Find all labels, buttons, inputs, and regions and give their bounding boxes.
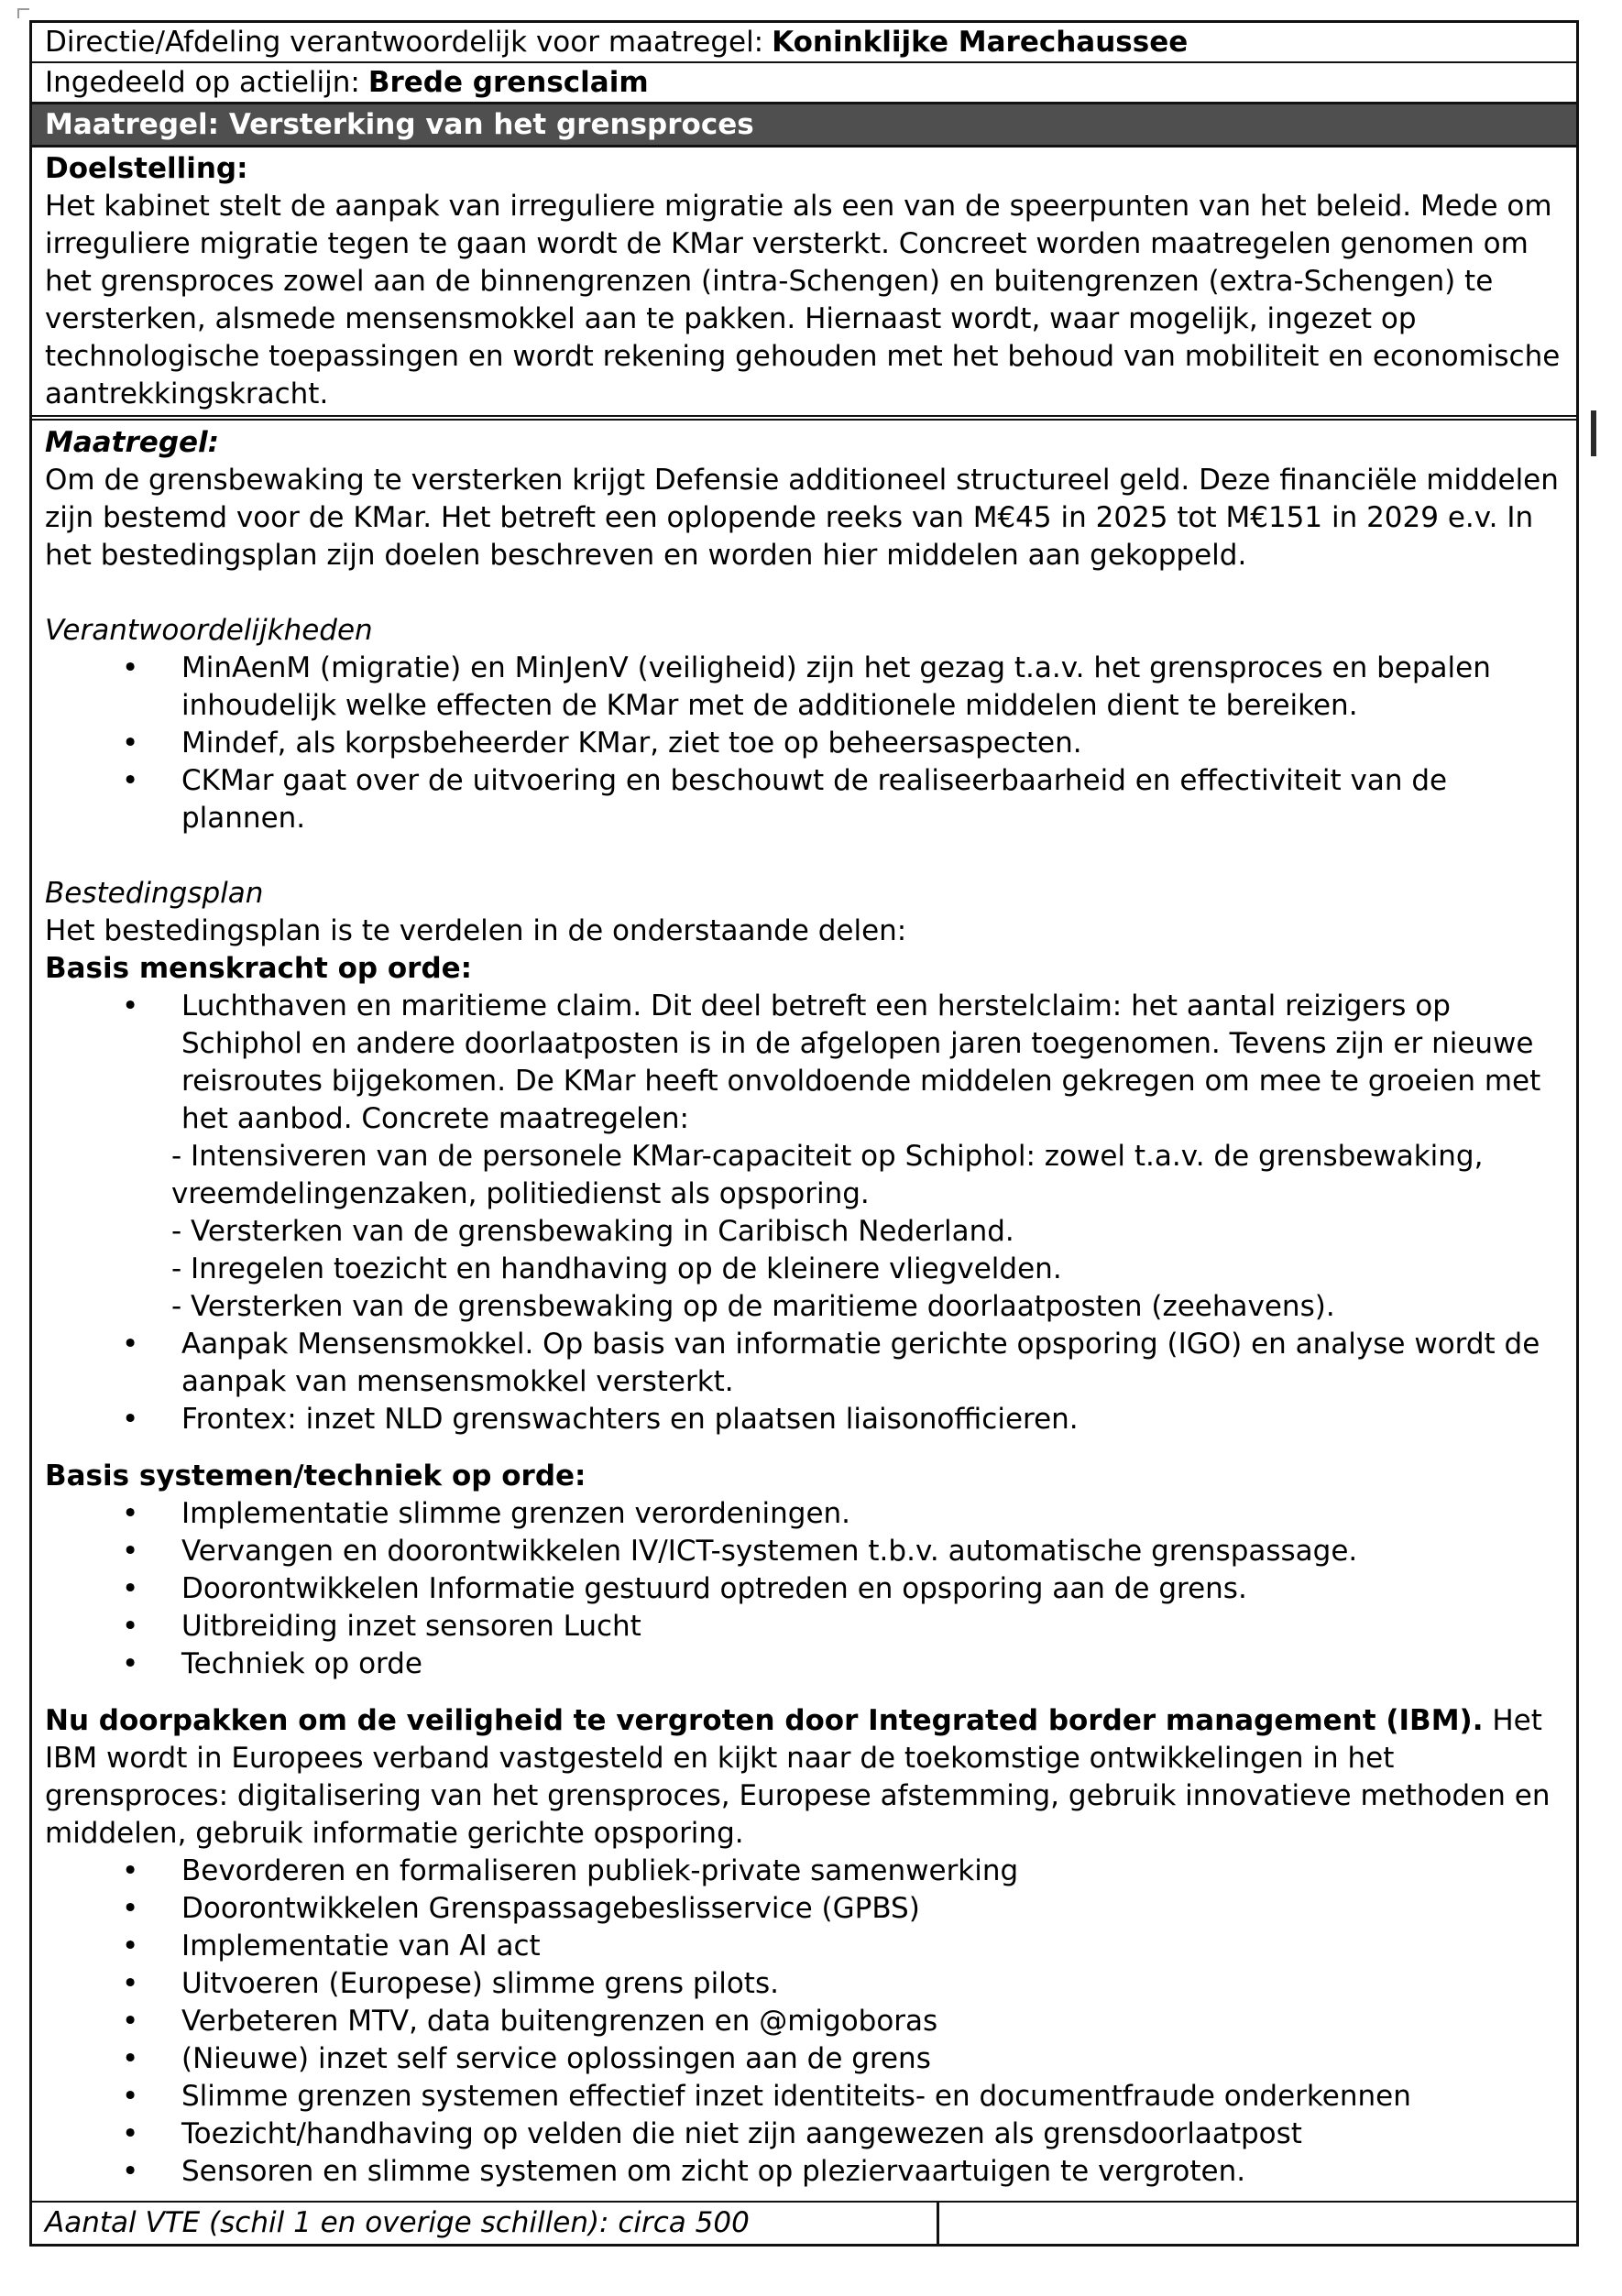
list-item-text: • Aanpak Mensensmokkel. Op basis van informatie gerichte opsporing (IGO) en analyse wordt de aanpak van mensensmokkel versterkt. [181,1328,1540,1398]
list-item-text: • Mindef, als korpsbeheerder KMar, ziet toe op beheersaspecten. [181,727,1082,760]
list-item-text: • Verbeteren MTV, data buitengrenzen en @migoboras [181,2005,938,2038]
maatregel-banner [32,102,1576,148]
systemen-heading: Basis systemen/techniek op orde: [45,1460,586,1492]
maatregel-cell [32,419,1576,2198]
sub-dash-line: - Intensiveren van de personele KMar-capaciteit op Schiphol: zowel t.a.v. de grensbewaking, vreemdelingenzaken, politiedienst als opsporing. [171,1140,1484,1210]
list-item-text: • Vervangen en doorontwikkelen IV/ICT-systemen t.b.v. automatische grenspassage. [181,1535,1358,1568]
systemen-bullet-list [45,1495,1563,1683]
list-item [45,1401,1563,1438]
list-item [45,1928,1563,1965]
list-item [45,650,1563,725]
list-item [45,2003,1563,2040]
list-item-text: • Sensoren en slimme systemen om zicht op pleziervaartuigen te vergroten. [181,2155,1246,2188]
menskracht-heading: Basis menskracht op orde: [45,952,473,985]
footer-vte-cell [32,2203,939,2244]
bestedingsplan-heading: Bestedingsplan [45,877,264,910]
list-item-text: • Uitvoeren (Europese) slimme grens pilots. [181,1967,779,2000]
right-edge-tick-artifact [1591,410,1596,456]
list-item-text: • Techniek op orde [181,1647,422,1680]
list-item [45,2078,1563,2116]
maatregel-intro: Om de grensbewaking te versterken krijgt Defensie additioneel structureel geld. Deze financiële middelen zijn bestemd voor de KMar. Het betreft een oplopende reeks van M€45 in 2025 tot M€151 in 2029 e.v. In het bestedingsplan zijn doelen beschreven en worden hier middelen aan gekoppeld. [45,464,1559,572]
list-item-text: • (Nieuwe) inzet self service oplossingen aan de grens [181,2042,931,2075]
actielijn-label: Ingedeeld op actielijn: [45,66,360,99]
list-item-text: • Doorontwikkelen Grenspassagebeslisservice (GPBS) [181,1892,920,1925]
verantwoordelijkheden-bullet-list [45,650,1563,837]
maatregel-table [29,20,1579,2247]
sub-dash-line: - Versterken van de grensbewaking in Caribisch Nederland. [171,1215,1014,1248]
list-item-text: • Toezicht/handhaving op velden die niet zijn aangewezen als grensdoorlaatpost [181,2117,1302,2150]
ibm-bullet-list [45,1853,1563,2191]
list-item-text: • Frontex: inzet NLD grenswachters en plaatsen liaisonofficieren. [181,1403,1079,1436]
ibm-rest: Het IBM wordt in Europees verband vastgesteld en kijkt naar de toekomstige ontwikkelingen in het grensproces: digitalisering van het grensproces, Europese afstemming, gebruik innovatieve methoden en middelen, gebruik informatie gerichte opsporing. [45,1704,1551,1850]
directie-label: Directie/Afdeling verantwoordelijk voor maatregel: [45,26,764,59]
list-item-text: • Doorontwikkelen Informatie gestuurd optreden en opsporing aan de grens. [181,1572,1247,1605]
list-item [45,725,1563,762]
directie-value: Koninklijke Marechaussee [772,26,1189,59]
list-item-text: • Bevorderen en formaliseren publiek-private samenwerking [181,1854,1019,1887]
list-item [45,1853,1563,1890]
list-item-text: • MinAenM (migratie) en MinJenV (veiligheid) zijn het gezag t.a.v. het grensproces en bepalen inhoudelijk welke effecten de KMar met de additionele middelen dient te bereiken. [181,651,1491,722]
sub-dash-line: - Inregelen toezicht en handhaving op de kleinere vliegvelden. [171,1252,1062,1285]
ibm-paragraph [45,1702,1563,1853]
footer-vte-text: Aantal VTE (schil 1 en overige schillen): circa 500 [45,2206,750,2239]
list-item [45,2040,1563,2078]
actielijn-value: Brede grensclaim [367,66,649,99]
list-item [45,2116,1563,2153]
list-item-text: • Implementatie slimme grenzen verordeningen. [181,1497,851,1530]
list-item-text: • Slimme grenzen systemen effectief inzet identiteits- en documentfraude onderkennen [181,2080,1411,2113]
footer-row [32,2201,1576,2244]
list-item-text: • CKMar gaat over de uitvoering en beschouwt de realiseerbaarheid en effectiviteit van de plannen. [181,764,1448,835]
list-item-text: • Uitbreiding inzet sensoren Lucht [181,1610,641,1643]
list-item [45,2153,1563,2191]
list-item [45,988,1563,1326]
footer-empty-cell [939,2203,1576,2244]
sub-dash-list [171,1138,1563,1326]
table-row-directie [32,23,1576,61]
list-item [45,1965,1563,2003]
verantwoordelijkheden-heading: Verantwoordelijkheden [45,614,373,647]
doelstelling-cell [32,148,1576,417]
list-item [45,762,1563,837]
scan-corner-artifact [17,8,29,18]
ibm-lead: Nu doorpakken om de veiligheid te vergroten door Integrated border management (IBM). [45,1704,1484,1737]
banner-title: Maatregel: Versterking van het grensproces [45,108,754,141]
list-item [45,1890,1563,1928]
list-item [45,1326,1563,1401]
list-item [45,1570,1563,1608]
doelstelling-body: Het kabinet stelt de aanpak van irreguliere migratie als een van de speerpunten van het beleid. Mede om irreguliere migratie tegen te gaan wordt de KMar versterkt. Concreet worden maatregelen genomen om het grensproces zowel aan de binnengrenzen (intra-Schengen) en buitengrenzen (extra-Schengen) te versterken, alsmede mensensmokkel aan te pakken. Hiernaast wordt, waar mogelijk, ingezet op technologische toepassingen en wordt rekening gehouden met het behoud van mobiliteit en economische aantrekkingskracht. [45,190,1561,410]
spacer [45,574,1563,612]
list-item-text: • Luchthaven en maritieme claim. Dit deel betreft een herstelclaim: het aantal reizigers op Schiphol en andere doorlaatposten is in de afgelopen jaren toegenomen. Tevens zijn er nieuwe reisroutes bijgekomen. De KMar heeft onvoldoende middelen gekregen om mee te groeien met het aanbod. Concrete maatregelen: [181,989,1541,1135]
table-row-actielijn [32,61,1576,102]
doelstelling-heading: Doelstelling: [45,152,248,185]
list-item-text: • Implementatie van AI act [181,1930,541,1963]
menskracht-bullet-list [45,988,1563,1438]
list-item [45,1645,1563,1683]
bestedingsplan-intro: Het bestedingsplan is te verdelen in de onderstaande delen: [45,914,907,947]
maatregel-heading: Maatregel: [45,426,220,459]
sub-dash-line: - Versterken van de grensbewaking op de maritieme doorlaatposten (zeehavens). [171,1290,1335,1323]
list-item [45,1608,1563,1645]
list-item [45,1533,1563,1570]
list-item [45,1495,1563,1533]
spacer [45,837,1563,875]
